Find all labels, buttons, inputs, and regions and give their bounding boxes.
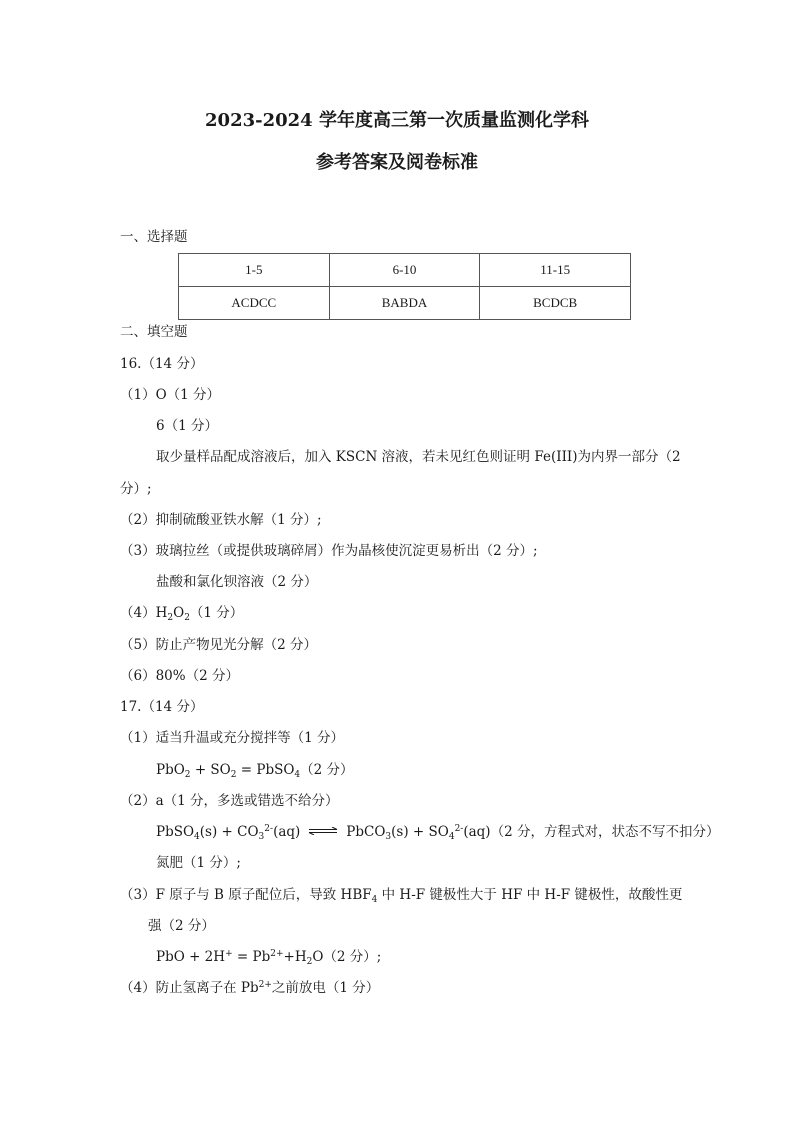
equilibrium-arrow-icon bbox=[308, 827, 338, 835]
q16-part3b: 盐酸和氯化钡溶液（2 分） bbox=[156, 574, 318, 590]
section-choice-label: 一、选择题 bbox=[120, 229, 188, 245]
q16-part1a: （1）O（1 分） bbox=[120, 387, 221, 403]
q16-part1c-line2: 分）; bbox=[120, 481, 152, 497]
table-answer-cell: ACDCC bbox=[179, 287, 330, 320]
q16-part5: （5）防止产物见光分解（2 分） bbox=[120, 637, 317, 653]
document-title: 2023-2024 学年度高三第一次质量监测化学科 bbox=[205, 110, 589, 131]
q16-part2: （2）抑制硫酸亚铁水解（1 分）; bbox=[120, 512, 322, 528]
q16-part3a: （3）玻璃拉丝（或提供玻璃碎屑）作为晶核使沉淀更易析出（2 分）; bbox=[120, 543, 538, 559]
table-row bbox=[179, 254, 631, 287]
q17-part2c: 氮肥（1 分）; bbox=[156, 855, 241, 871]
q16-part1c-line1: 取少量样品配成溶液后，加入 KSCN 溶液，若未见红色则证明 Fe(III)为内界一部分（2 bbox=[156, 449, 681, 465]
document-subtitle: 参考答案及阅卷标准 bbox=[316, 152, 478, 173]
q17-part4: （4）防止氢离子在 $Pb^{2+}$之前放电（1 分） bbox=[120, 980, 380, 996]
q17-part3c: PbO + $2H^+ = Pb^{2+}+H_2O(2$ 分）; bbox=[156, 949, 382, 967]
q17-part1a: （1）适当升温或充分搅拌等（1 分） bbox=[120, 730, 344, 746]
q16-part1b: 6（1 分） bbox=[156, 418, 218, 434]
table-answer-cell: BABDA bbox=[329, 287, 480, 320]
q17-part2a: （2）a（1 分，多选或错选不给分） bbox=[120, 793, 339, 809]
table-header-cell: 6-10 bbox=[329, 254, 480, 287]
table-header-cell: 1-5 bbox=[179, 254, 330, 287]
answer-table bbox=[178, 253, 631, 320]
section-fill-label: 二、填空题 bbox=[120, 324, 188, 340]
table-header-cell: 11-15 bbox=[480, 254, 631, 287]
q16-part6: （6）80%（2 分） bbox=[120, 668, 239, 684]
q17-part3b: 强（2 分） bbox=[148, 918, 215, 934]
table-answer-cell: BCDCB bbox=[480, 287, 631, 320]
q17-part3a: （3）F 原子与 B 原子配位后，导致 $HBF_4$ 中 H-F 键极性大于 HF 中 H-F 键极性，故酸性更 bbox=[120, 887, 683, 905]
q16-part4: $(4)H_2O_2(1$ 分） bbox=[120, 605, 244, 623]
q17-header: 17.（14 分） bbox=[120, 699, 204, 715]
table-row bbox=[179, 287, 631, 320]
q17-part1b: $PbO_2 + SO_2$ = PbSO$_4$（2 分） bbox=[156, 762, 354, 780]
q17-part2b: PbSO$_4$(s) + $CO_3^{2-}(aq)$ PbCO$_3$(s) + $SO_4^{2-}(aq)(2$ 分，方程式对，状态不写不扣分） bbox=[156, 824, 720, 842]
q16-header: 16.（14 分） bbox=[120, 356, 204, 372]
